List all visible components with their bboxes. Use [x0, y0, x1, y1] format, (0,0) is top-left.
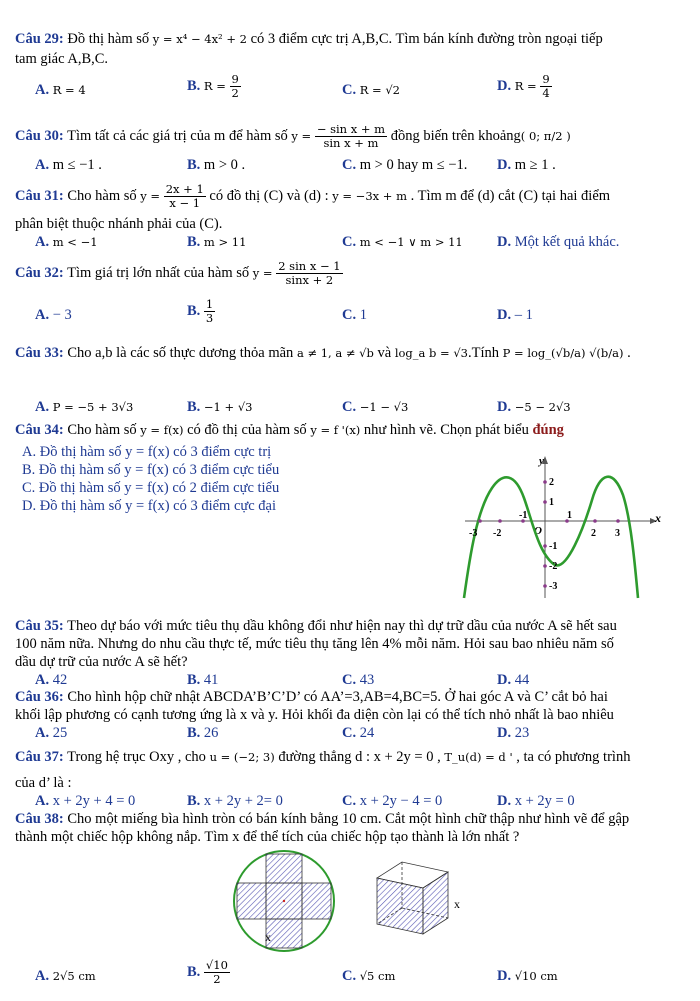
q38-option-b[interactable]: B. $\frac{√10}{2}$ [187, 958, 228, 986]
origin-label: O [534, 525, 542, 537]
q36-option-d[interactable]: D. 23 [497, 725, 530, 741]
q30-option-d[interactable]: D. m ≥ 1 . [497, 157, 556, 173]
q38-line1: Câu 38: Cho một miếng bìa hình tròn có bán kính bằng 10 cm. Cắt một hình chữ thập như hình vẽ để gập [15, 811, 630, 827]
q30-line1: Câu 30: Tìm tất cả các giá trị của m để hàm số y = $\frac{\text{− sin x + m}}{\text{sin x + m}}$ đồng biến trên khoảng( 0; π/2 ) [15, 122, 571, 151]
q35-option-b[interactable]: B. 41 [187, 672, 219, 688]
q38-line2: thành một chiếc hộp không nắp. Tìm x để thể tích của chiếc hộp tạo thành là lớn nhất ? [15, 829, 520, 845]
q36-option-b[interactable]: B. 26 [187, 725, 219, 741]
q34-option-a[interactable]: A. Đồ thị hàm số y = f(x) có 3 điểm cực trị [22, 444, 272, 460]
q33-option-d[interactable]: D. −5 − 2√3 [497, 399, 571, 415]
y-tick-label: 2 [549, 477, 554, 488]
q34-option-d[interactable]: D. Đồ thị hàm số y = f(x) có 3 điểm cực đại [22, 498, 277, 514]
y-tick-label: -2 [549, 561, 558, 572]
q33-option-a[interactable]: A. P = −5 + 3√3 [35, 399, 134, 415]
x-tick-mark [593, 519, 597, 523]
q31-line1: Câu 31: Cho hàm số y = $\frac{2x + 1}{x - 1}$ có đồ thị (C) và (d) : y = −3x + m . Tìm m để (d) cắt (C) tại hai điểm [15, 182, 611, 211]
cross-x-label: x [265, 930, 271, 944]
q36-line2: khối lập phương có cạnh tương ứng là x và y. Hỏi khối đa diện còn lại có thể tích nhỏ nhất là bao nhiêu [15, 707, 614, 723]
q32-option-c[interactable]: C. 1 [342, 307, 367, 323]
q34-option-b[interactable]: B. Đồ thị hàm số y = f(x) có 3 điểm cực tiểu [22, 462, 280, 478]
q33-option-b[interactable]: B. −1 + √3 [187, 399, 253, 415]
y-tick-mark [543, 544, 547, 548]
x-tick-label: 2 [591, 528, 596, 539]
q33-option-c[interactable]: C. −1 − √3 [342, 399, 409, 415]
x-tick-mark [478, 519, 482, 523]
q35-line1: Câu 35: Theo dự báo với mức tiêu thụ dầu không đổi như hiện nay thì dự trữ dầu của nước A sẽ hết sau [15, 618, 617, 634]
q35-line2: 100 năm nữa. Nhưng do nhu cầu thực tế, mức tiêu thụ tăng lên 4% mỗi năm. Hỏi sau bao nhiêu năm số [15, 636, 614, 652]
open-box [377, 862, 448, 934]
y-axis-label: y [539, 455, 544, 467]
y-tick-mark [543, 564, 547, 568]
q35-option-c[interactable]: C. 43 [342, 672, 375, 688]
x-tick-label: -1 [519, 510, 528, 521]
q30-option-c[interactable]: C. m > 0 hay m ≤ −1. [342, 157, 468, 173]
q31-line2: phân biệt thuộc nhánh phải của (C). [15, 216, 223, 232]
x-tick-label: 1 [567, 510, 572, 521]
q31-option-d[interactable]: D. Một kết quả khác. [497, 234, 620, 250]
y-tick-mark [543, 480, 547, 484]
q29-option-d[interactable]: D. R = $\frac{9}{4}$ [497, 72, 550, 100]
q32-option-d[interactable]: D. – 1 [497, 307, 533, 323]
q30-option-a[interactable]: A. m ≤ −1 . [35, 157, 102, 173]
derivative-graph [455, 450, 670, 600]
q32-option-b[interactable]: B. $\frac{1}{3}$ [187, 297, 214, 325]
q36-line1: Câu 36: Cho hình hộp chữ nhật ABCDA’B’C’D’ có AA’=3,AB=4,BC=5. Ở hai góc A và C’ cắt bỏ hai [15, 689, 608, 705]
q29-option-b[interactable]: B. R = $\frac{9}{2}$ [187, 72, 239, 100]
q31-option-a[interactable]: A. m < −1 [35, 234, 98, 250]
y-tick-label: -3 [549, 581, 558, 592]
x-tick-mark [616, 519, 620, 523]
y-tick-mark [543, 584, 547, 588]
q34-option-c[interactable]: C. Đồ thị hàm số y = f(x) có 2 điểm cực tiểu [22, 480, 280, 496]
q36-option-a[interactable]: A. 25 [35, 725, 68, 741]
q37-option-b[interactable]: B. x + 2y + 2= 0 [187, 793, 283, 809]
q30-interval: ( 0; π/2 ) [520, 129, 571, 143]
q37-option-c[interactable]: C. x + 2y − 4 = 0 [342, 793, 443, 809]
x-tick-label: -2 [493, 528, 502, 539]
q34-line1: Câu 34: Cho hàm số y = f(x) có đồ thị của hàm số y = f '(x) như hình vẽ. Chọn phát biểu đúng [15, 422, 564, 438]
q38-option-c[interactable]: C. √5 cm [342, 968, 396, 984]
q37-line1: Câu 37: Trong hệ trục Oxy , cho u = (−2; 3) đường thẳng d : x + 2y = 0 , T_u(d) = d ' , ta có phương trình [15, 749, 631, 765]
q35-line3: dầu dự trữ của nước A sẽ hết? [15, 654, 188, 670]
q35-option-a[interactable]: A. 42 [35, 672, 68, 688]
q37-option-a[interactable]: A. x + 2y + 4 = 0 [35, 793, 136, 809]
q31-option-b[interactable]: B. m > 11 [187, 234, 247, 250]
q35-option-d[interactable]: D. 44 [497, 672, 530, 688]
y-tick-label: 1 [549, 497, 554, 508]
derivative-curve [464, 477, 638, 598]
q38-option-d[interactable]: D. √10 cm [497, 968, 558, 984]
q29-line2: tam giác A,B,C. [15, 51, 109, 67]
x-tick-mark [498, 519, 502, 523]
cross-figure [232, 850, 482, 952]
box-x-label: x [454, 897, 460, 911]
x-tick-label: -3 [469, 528, 478, 539]
q30-option-b[interactable]: B. m > 0 . [187, 157, 246, 173]
q29-option-a[interactable]: A. R = 4 [35, 82, 86, 98]
q29-label: Câu 29: [15, 31, 64, 47]
q29-line1: Câu 29: Đồ thị hàm số y = x⁴ − 4x² + 2 có 3 điểm cực trị A,B,C. Tìm bán kính đường tròn ngoại tiếp [15, 31, 603, 47]
q36-option-c[interactable]: C. 24 [342, 725, 375, 741]
q32-line1: Câu 32: Tìm giá trị lớn nhất của hàm số y = $\frac{\text{2 sin x − 1}}{\sin x + 2}$ [15, 259, 341, 288]
circle-center [283, 900, 285, 902]
q29-function: y = x⁴ − 4x² + 2 [152, 32, 247, 46]
q37-option-d[interactable]: D. x + 2y = 0 [497, 793, 575, 809]
y-tick-mark [543, 500, 547, 504]
q32-option-a[interactable]: A. − 3 [35, 307, 72, 323]
q37-line2: của d’ là : [15, 775, 72, 791]
q38-option-a[interactable]: A. 2√5 cm [35, 968, 96, 984]
x-tick-label: 3 [615, 528, 620, 539]
q33-line1: Câu 33: Cho a,b là các số thực dương thỏa mãn a ≠ 1, a ≠ √b và log_a b = √3.Tính P = log_(√b/a) √(b/a) . [15, 345, 631, 361]
y-tick-label: -1 [549, 541, 558, 552]
q31-option-c[interactable]: C. m < −1 ∨ m > 11 [342, 234, 463, 250]
q29-option-c[interactable]: C. R = √2 [342, 82, 400, 98]
x-axis-label: x [655, 511, 661, 525]
